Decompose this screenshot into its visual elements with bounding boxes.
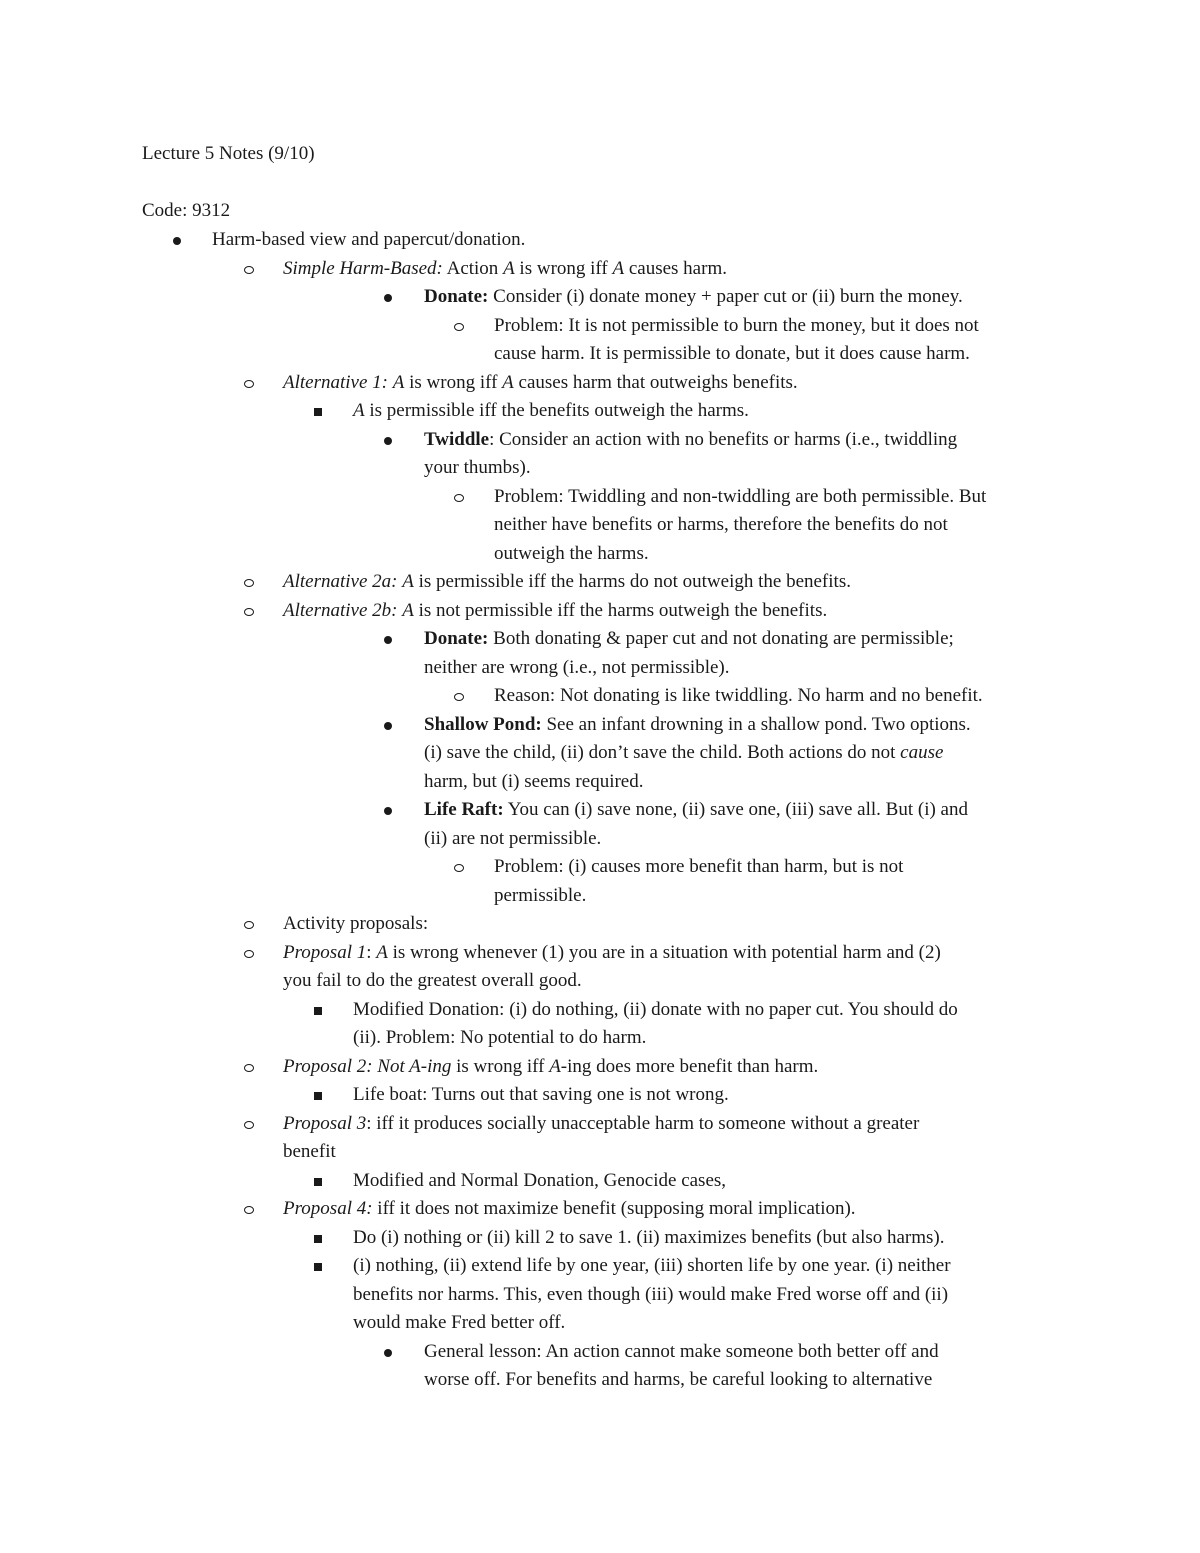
circle-bullet-icon bbox=[239, 255, 259, 284]
list-item-text: Do (i) nothing or (ii) kill 2 to save 1. (ii) maximizes benefits (but also harms). bbox=[353, 1226, 945, 1248]
list-item-text: benefit bbox=[283, 1141, 336, 1162]
disc-bullet-icon bbox=[378, 625, 398, 654]
list-item-text: Alternative 1: A is wrong iff A causes harm that outweighs benefits. bbox=[283, 371, 798, 393]
list-item-text: harm, but (i) seems required. bbox=[424, 770, 644, 792]
list-item-text: Modified and Normal Donation, Genocide cases, bbox=[353, 1169, 727, 1191]
list-item-text: Problem: It is not permissible to burn the money, but it does not bbox=[494, 314, 979, 336]
disc-bullet-icon bbox=[378, 283, 398, 312]
list-item-text: neither have benefits or harms, therefore the benefits do not bbox=[494, 514, 948, 535]
square-bullet-icon bbox=[308, 1167, 328, 1196]
list-item-text: Alternative 2b: A is not permissible iff the harms outweigh the benefits. bbox=[283, 599, 828, 621]
list-item-text: outweigh the harms. bbox=[494, 542, 649, 564]
list-item-text: (ii) are not permissible. bbox=[424, 827, 602, 849]
circle-bullet-icon bbox=[239, 1053, 259, 1082]
list-item-text: cause harm. It is permissible to donate, but it does cause harm. bbox=[494, 343, 970, 364]
list-item-text: Proposal 3: iff it produces socially unacceptable harm to someone without a greater bbox=[283, 1112, 920, 1134]
circle-bullet-icon bbox=[449, 682, 469, 711]
disc-bullet-icon bbox=[167, 226, 187, 255]
list-item-text: Harm-based view and papercut/donation. bbox=[212, 229, 526, 250]
circle-bullet-icon bbox=[239, 1110, 259, 1139]
list-item-text: neither are wrong (i.e., not permissible). bbox=[424, 656, 730, 678]
list-item-text: Proposal 2: Not A-ing is wrong iff A-ing does more benefit than harm. bbox=[283, 1055, 819, 1077]
list-item-text: Donate: Consider (i) donate money + paper cut or (ii) burn the money. bbox=[424, 286, 963, 307]
square-bullet-icon bbox=[308, 397, 328, 426]
disc-bullet-icon bbox=[378, 796, 398, 825]
list-item-text: Activity proposals: bbox=[283, 913, 429, 934]
list-item-text: Alternative 2a: A is permissible iff the harms do not outweigh the benefits. bbox=[283, 571, 851, 592]
list-item-text: (i) save the child, (ii) don’t save the child. Both actions do not cause bbox=[424, 742, 944, 763]
lecture-title: Lecture 5 Notes (9/10) bbox=[142, 143, 315, 164]
list-item-text: benefits nor harms. This, even though (iii) would make Fred worse off and (ii) bbox=[353, 1283, 949, 1305]
list-item-text: A is permissible iff the benefits outweigh the harms. bbox=[353, 400, 749, 421]
circle-bullet-icon bbox=[239, 1195, 259, 1224]
square-bullet-icon bbox=[308, 1224, 328, 1253]
list-item-text: Modified Donation: (i) do nothing, (ii) donate with no paper cut. You should do bbox=[353, 998, 958, 1020]
square-bullet-icon bbox=[308, 1252, 328, 1281]
list-item-text: Proposal 1: A is wrong whenever (1) you are in a situation with potential harm and (2) bbox=[283, 941, 941, 963]
list-item-text: permissible. bbox=[494, 884, 587, 906]
disc-bullet-icon bbox=[378, 1338, 398, 1367]
list-item-text: Simple Harm-Based: Action A is wrong iff A causes harm. bbox=[283, 257, 727, 279]
list-item-text: Twiddle: Consider an action with no benefits or harms (i.e., twiddling bbox=[424, 428, 958, 450]
circle-bullet-icon bbox=[239, 910, 259, 939]
lecture-code: Code: 9312 bbox=[142, 200, 231, 221]
square-bullet-icon bbox=[308, 1081, 328, 1110]
list-item-text: Problem: Twiddling and non-twiddling are both permissible. But bbox=[494, 485, 987, 507]
list-item-text: Donate: Both donating & paper cut and not donating are permissible; bbox=[424, 628, 954, 649]
list-item-text: Shallow Pond: See an infant drowning in a shallow pond. Two options. bbox=[424, 713, 971, 735]
list-item-text: would make Fred better off. bbox=[353, 1312, 566, 1333]
list-item-text: Problem: (i) causes more benefit than harm, but is not bbox=[494, 856, 904, 877]
list-item-text: Reason: Not donating is like twiddling. No harm and no benefit. bbox=[494, 685, 983, 706]
list-item-text: Life Raft: You can (i) save none, (ii) save one, (iii) save all. But (i) and bbox=[424, 799, 968, 820]
list-item-text: (ii). Problem: No potential to do harm. bbox=[353, 1027, 647, 1048]
circle-bullet-icon bbox=[239, 568, 259, 597]
circle-bullet-icon bbox=[239, 369, 259, 398]
list-item-text: Life boat: Turns out that saving one is not wrong. bbox=[353, 1084, 729, 1105]
disc-bullet-icon bbox=[378, 426, 398, 455]
list-item-text: your thumbs). bbox=[424, 457, 531, 478]
disc-bullet-icon bbox=[378, 711, 398, 740]
list-item-text: worse off. For benefits and harms, be careful looking to alternative bbox=[424, 1369, 933, 1390]
square-bullet-icon bbox=[308, 996, 328, 1025]
list-item-text: you fail to do the greatest overall good. bbox=[283, 970, 582, 991]
circle-bullet-icon bbox=[239, 939, 259, 968]
circle-bullet-icon bbox=[239, 597, 259, 626]
list-item-text: Proposal 4: iff it does not maximize benefit (supposing moral implication). bbox=[283, 1198, 856, 1219]
list-item-text: (i) nothing, (ii) extend life by one year, (iii) shorten life by one year. (i) neither bbox=[353, 1255, 951, 1276]
list-item-text: General lesson: An action cannot make someone both better off and bbox=[424, 1340, 939, 1362]
circle-bullet-icon bbox=[449, 483, 469, 512]
circle-bullet-icon bbox=[449, 853, 469, 882]
circle-bullet-icon bbox=[449, 312, 469, 341]
